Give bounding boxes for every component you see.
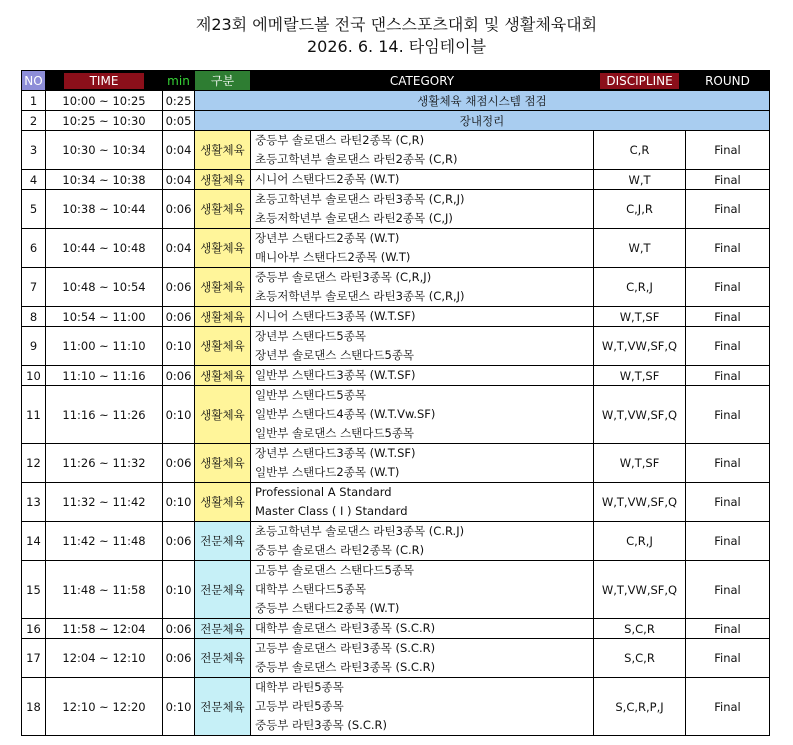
table-row — [22, 619, 770, 639]
row-discipline: S,C,R,P,J — [594, 678, 686, 736]
category-line: 중등부 솔로댄스 라틴2종목 (C.R) — [255, 543, 425, 557]
row-discipline: W,T,VW,SF,Q — [594, 327, 686, 366]
row-gubun: 생활체육 — [195, 307, 251, 327]
category-line: 일반부 솔로댄스 스탠다드5종목 — [255, 426, 415, 440]
row-no: 1 — [22, 91, 46, 111]
row-round: Final — [686, 386, 770, 444]
category-line: Master Class ( I ) Standard — [255, 504, 408, 518]
row-gubun: 전문체육 — [195, 678, 251, 736]
header-time — [46, 71, 163, 91]
row-round: Final — [686, 561, 770, 619]
row-category — [251, 131, 594, 170]
row-min: 0:10 — [163, 483, 195, 522]
row-discipline: S,C,R — [594, 619, 686, 639]
row-no: 2 — [22, 111, 46, 131]
row-category — [251, 307, 594, 327]
table-row — [22, 229, 770, 268]
row-category — [251, 170, 594, 190]
row-discipline: C,R — [594, 131, 686, 170]
row-round: Final — [686, 268, 770, 307]
row-no: 10 — [22, 366, 46, 386]
row-time: 11:48 ~ 11:58 — [46, 561, 163, 619]
category-line: 매니아부 스탠다드2종목 (W.T) — [255, 250, 411, 264]
row-discipline: W,T — [594, 229, 686, 268]
row-min: 0:25 — [163, 91, 195, 111]
table-row — [22, 170, 770, 190]
timetable — [21, 70, 770, 736]
row-no: 4 — [22, 170, 46, 190]
row-gubun: 생활체육 — [195, 483, 251, 522]
table-row — [22, 327, 770, 366]
row-round: Final — [686, 170, 770, 190]
table-row — [22, 483, 770, 522]
row-gubun: 생활체육 — [195, 190, 251, 229]
row-category — [251, 483, 594, 522]
row-no: 8 — [22, 307, 46, 327]
row-gubun: 전문체육 — [195, 561, 251, 619]
category-line: 초등고학년부 솔로댄스 라틴3종목 (C.R.J) — [255, 524, 465, 538]
table-row — [22, 522, 770, 561]
header-no: NO — [22, 71, 46, 91]
row-discipline: W,T,VW,SF,Q — [594, 483, 686, 522]
category-line: 일반부 스탠다드4종목 (W.T.Vw.SF) — [255, 407, 436, 421]
title-line-2: 2026. 6. 14. 타임테이블 — [306, 37, 487, 56]
table-row — [22, 111, 770, 131]
row-no: 3 — [22, 131, 46, 170]
row-round: Final — [686, 483, 770, 522]
row-round: Final — [686, 444, 770, 483]
row-no: 11 — [22, 386, 46, 444]
row-time: 11:00 ~ 11:10 — [46, 327, 163, 366]
table-row — [22, 91, 770, 111]
category-line: 초등저학년부 솔로댄스 라틴3종목 (C,R,J) — [255, 289, 465, 303]
row-gubun: 생활체육 — [195, 170, 251, 190]
row-min: 0:06 — [163, 639, 195, 678]
category-line: 일반부 스탠다드5종목 — [255, 388, 366, 402]
row-discipline: C,R,J — [594, 268, 686, 307]
category-line: 중등부 솔로댄스 라틴3종목 (C,R,J) — [255, 270, 432, 284]
category-line: 고등부 솔로댄스 스탠다드5종목 — [255, 563, 415, 577]
row-time: 11:16 ~ 11:26 — [46, 386, 163, 444]
row-gubun: 생활체육 — [195, 444, 251, 483]
row-no: 7 — [22, 268, 46, 307]
row-min: 0:06 — [163, 444, 195, 483]
row-min: 0:10 — [163, 678, 195, 736]
row-discipline: C,J,R — [594, 190, 686, 229]
row-gubun: 생활체육 — [195, 327, 251, 366]
row-category — [251, 190, 594, 229]
row-time: 11:26 ~ 11:32 — [46, 444, 163, 483]
row-min: 0:05 — [163, 111, 195, 131]
row-round: Final — [686, 678, 770, 736]
row-round: Final — [686, 131, 770, 170]
header-row — [22, 71, 770, 91]
row-round: Final — [686, 639, 770, 678]
category-line: 시니어 스탠다드3종목 (W.T.SF) — [255, 309, 416, 323]
category-line: 고등부 라틴5종목 — [255, 699, 344, 713]
row-gubun: 생활체육 — [195, 229, 251, 268]
row-min: 0:10 — [163, 561, 195, 619]
category-line: 중등부 솔로댄스 라틴3종목 (S.C.R) — [255, 660, 436, 674]
category-line: 장년부 스탠다드3종목 (W.T.SF) — [255, 446, 416, 460]
category-line: 중등부 솔로댄스 라틴2종목 (C,R) — [255, 133, 425, 147]
header-category: CATEGORY — [251, 71, 594, 91]
header-discipline-label: DISCIPLINE — [600, 73, 678, 89]
row-category — [251, 444, 594, 483]
row-round: Final — [686, 619, 770, 639]
row-gubun: 전문체육 — [195, 522, 251, 561]
row-round: Final — [686, 229, 770, 268]
row-gubun: 생활체육 — [195, 366, 251, 386]
row-no: 9 — [22, 327, 46, 366]
category-line: 초등고학년부 솔로댄스 라틴2종목 (C,R) — [255, 152, 458, 166]
row-time: 12:04 ~ 12:10 — [46, 639, 163, 678]
row-no: 18 — [22, 678, 46, 736]
table-row — [22, 561, 770, 619]
row-no: 5 — [22, 190, 46, 229]
row-time: 10:54 ~ 11:00 — [46, 307, 163, 327]
row-round: Final — [686, 327, 770, 366]
row-min: 0:04 — [163, 131, 195, 170]
row-no: 6 — [22, 229, 46, 268]
row-note: 생활체육 채점시스템 점검 — [195, 91, 770, 111]
header-min: min — [163, 71, 195, 91]
row-round: Final — [686, 366, 770, 386]
header-discipline — [594, 71, 686, 91]
table-row — [22, 268, 770, 307]
row-discipline: W,T,SF — [594, 307, 686, 327]
row-time: 10:38 ~ 10:44 — [46, 190, 163, 229]
row-min: 0:06 — [163, 619, 195, 639]
category-line: 일반부 스탠다드2종목 (W.T) — [255, 465, 400, 479]
row-time: 11:58 ~ 12:04 — [46, 619, 163, 639]
row-min: 0:06 — [163, 366, 195, 386]
row-gubun: 전문체육 — [195, 639, 251, 678]
row-round: Final — [686, 522, 770, 561]
row-category — [251, 229, 594, 268]
category-line: 중등부 라틴3종목 (S.C.R) — [255, 718, 387, 732]
row-gubun: 전문체육 — [195, 619, 251, 639]
row-discipline: W,T,SF — [594, 366, 686, 386]
category-line: 중등부 스탠다드2종목 (W.T) — [255, 601, 400, 615]
row-no: 15 — [22, 561, 46, 619]
row-discipline: W,T,SF — [594, 444, 686, 483]
table-row — [22, 307, 770, 327]
table-row — [22, 366, 770, 386]
table-row — [22, 131, 770, 170]
row-time: 10:34 ~ 10:38 — [46, 170, 163, 190]
row-time: 10:48 ~ 10:54 — [46, 268, 163, 307]
category-line: 장년부 스탠다드2종목 (W.T) — [255, 231, 400, 245]
row-discipline: W,T,VW,SF,Q — [594, 386, 686, 444]
category-line: 고등부 솔로댄스 라틴3종목 (S.C.R) — [255, 641, 436, 655]
row-time: 10:44 ~ 10:48 — [46, 229, 163, 268]
category-line: 장년부 솔로댄스 스탠다드5종목 — [255, 348, 415, 362]
row-no: 12 — [22, 444, 46, 483]
row-category — [251, 522, 594, 561]
header-time-label: TIME — [64, 73, 145, 89]
row-time: 10:30 ~ 10:34 — [46, 131, 163, 170]
row-time: 10:25 ~ 10:30 — [46, 111, 163, 131]
category-line: 시니어 스탠다드2종목 (W.T) — [255, 172, 400, 186]
category-line: 장년부 스탠다드5종목 — [255, 329, 366, 343]
row-gubun: 생활체육 — [195, 131, 251, 170]
table-row — [22, 444, 770, 483]
row-min: 0:06 — [163, 268, 195, 307]
header-gubun: 구분 — [195, 71, 251, 91]
row-discipline: W,T,VW,SF,Q — [594, 561, 686, 619]
row-round: Final — [686, 190, 770, 229]
row-category — [251, 678, 594, 736]
row-category — [251, 268, 594, 307]
row-min: 0:06 — [163, 522, 195, 561]
row-min: 0:06 — [163, 307, 195, 327]
row-discipline: C,R,J — [594, 522, 686, 561]
category-line: 대학부 스탠다드5종목 — [255, 582, 366, 596]
category-line: 초등저학년부 솔로댄스 라틴2종목 (C,J) — [255, 211, 453, 225]
row-category — [251, 619, 594, 639]
row-time: 12:10 ~ 12:20 — [46, 678, 163, 736]
table-row — [22, 639, 770, 678]
category-line: 대학부 라틴5종목 — [255, 680, 344, 694]
row-gubun: 생활체육 — [195, 268, 251, 307]
row-no: 13 — [22, 483, 46, 522]
table-row — [22, 678, 770, 736]
row-note: 장내정리 — [195, 111, 770, 131]
row-no: 17 — [22, 639, 46, 678]
row-time: 10:00 ~ 10:25 — [46, 91, 163, 111]
row-min: 0:10 — [163, 386, 195, 444]
row-time: 11:10 ~ 11:16 — [46, 366, 163, 386]
table-row — [22, 386, 770, 444]
row-category — [251, 327, 594, 366]
row-time: 11:32 ~ 11:42 — [46, 483, 163, 522]
category-line: 일반부 스탠다드3종목 (W.T.SF) — [255, 368, 416, 382]
row-discipline: W,T — [594, 170, 686, 190]
category-line: 초등고학년부 솔로댄스 라틴3종목 (C,R,J) — [255, 192, 465, 206]
table-row — [22, 190, 770, 229]
row-min: 0:04 — [163, 229, 195, 268]
title-line-1: 제23회 에메랄드볼 전국 댄스스포츠대회 및 생활체육대회 — [195, 15, 598, 34]
row-no: 16 — [22, 619, 46, 639]
category-line: 대학부 솔로댄스 라틴3종목 (S.C.R) — [255, 621, 436, 635]
header-round: ROUND — [686, 71, 770, 91]
row-category — [251, 639, 594, 678]
row-category — [251, 386, 594, 444]
category-line: Professional A Standard — [255, 485, 392, 499]
row-category — [251, 561, 594, 619]
page-title — [0, 14, 793, 58]
row-min: 0:06 — [163, 190, 195, 229]
row-category — [251, 366, 594, 386]
row-gubun: 생활체육 — [195, 386, 251, 444]
row-no: 14 — [22, 522, 46, 561]
row-min: 0:04 — [163, 170, 195, 190]
timetable-body — [22, 91, 770, 736]
row-round: Final — [686, 307, 770, 327]
row-time: 11:42 ~ 11:48 — [46, 522, 163, 561]
row-min: 0:10 — [163, 327, 195, 366]
row-discipline: S,C,R — [594, 639, 686, 678]
